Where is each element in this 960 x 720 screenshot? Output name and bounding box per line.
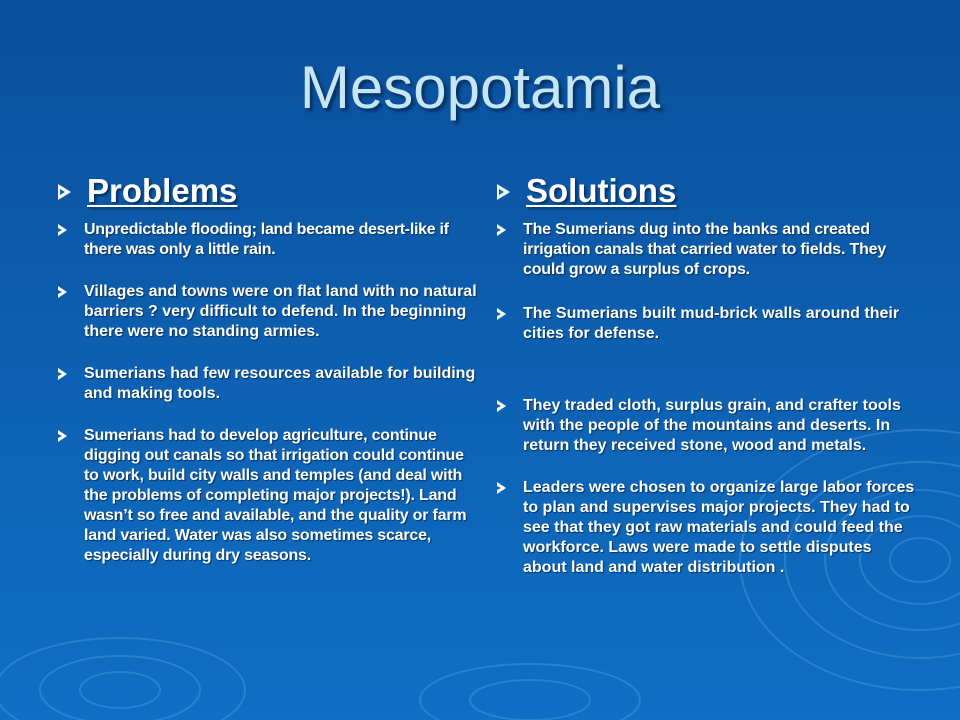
- list-item-text: Unpredictable flooding; land became desert-like if there was only a little rain.: [84, 220, 449, 258]
- list-item: [497, 220, 917, 280]
- problems-heading: [58, 172, 478, 210]
- arrow-bullet-icon: [497, 400, 506, 412]
- slide-title: Mesopotamia: [299, 54, 661, 121]
- solutions-list: [497, 220, 917, 578]
- arrow-bullet-icon: [58, 286, 67, 298]
- arrow-bullet-icon: [497, 308, 506, 320]
- list-item: [58, 282, 478, 342]
- list-item: [497, 478, 917, 578]
- list-item-text: The Sumerians built mud-brick walls around their cities for defense.: [523, 304, 900, 342]
- arrow-bullet-icon: [58, 184, 71, 200]
- list-item: [497, 396, 917, 456]
- list-item-text: The Sumerians dug into the banks and created irrigation canals that carried water to fields. They could grow a surplus of crops.: [523, 220, 887, 278]
- arrow-bullet-icon: [497, 482, 506, 494]
- arrow-bullet-icon: [58, 368, 67, 380]
- arrow-bullet-icon: [58, 430, 67, 442]
- solutions-heading-label: Solutions: [526, 172, 677, 209]
- solutions-heading: [497, 172, 917, 210]
- list-item: [58, 426, 478, 566]
- list-item-text: They traded cloth, surplus grain, and crafter tools with the people of the mountains and deserts. In return they received stone, wood and metals.: [523, 396, 901, 454]
- problems-heading-label: Problems: [87, 172, 238, 209]
- list-item: [497, 304, 917, 344]
- arrow-bullet-icon: [497, 224, 506, 236]
- list-item-text: Leaders were chosen to organize large labor forces to plan and supervises major projects. They had to see that they got raw materials and could feed the workforce. Laws were made to settle disputes about land and water distribution .: [523, 478, 915, 576]
- arrow-bullet-icon: [497, 184, 510, 200]
- list-item: [58, 220, 478, 260]
- problems-list: [58, 220, 478, 566]
- list-item-text: Villages and towns were on flat land with no natural barriers ? very difficult to defend. In the beginning there were no standing armies.: [84, 282, 477, 340]
- problems-column: [58, 172, 478, 566]
- arrow-bullet-icon: [58, 224, 67, 236]
- list-item: [58, 364, 478, 404]
- list-item-text: Sumerians had few resources available for building and making tools.: [84, 364, 476, 402]
- list-item-text: Sumerians had to develop agriculture, continue digging out canals so that irrigation could continue to work, build city walls and temples (and deal with the problems of completing major projects!). Land wasn’t so free and available, and the quality or farm land varied. Water was also sometimes scarce, especially during dry seasons.: [84, 426, 467, 564]
- solutions-column: [497, 172, 917, 578]
